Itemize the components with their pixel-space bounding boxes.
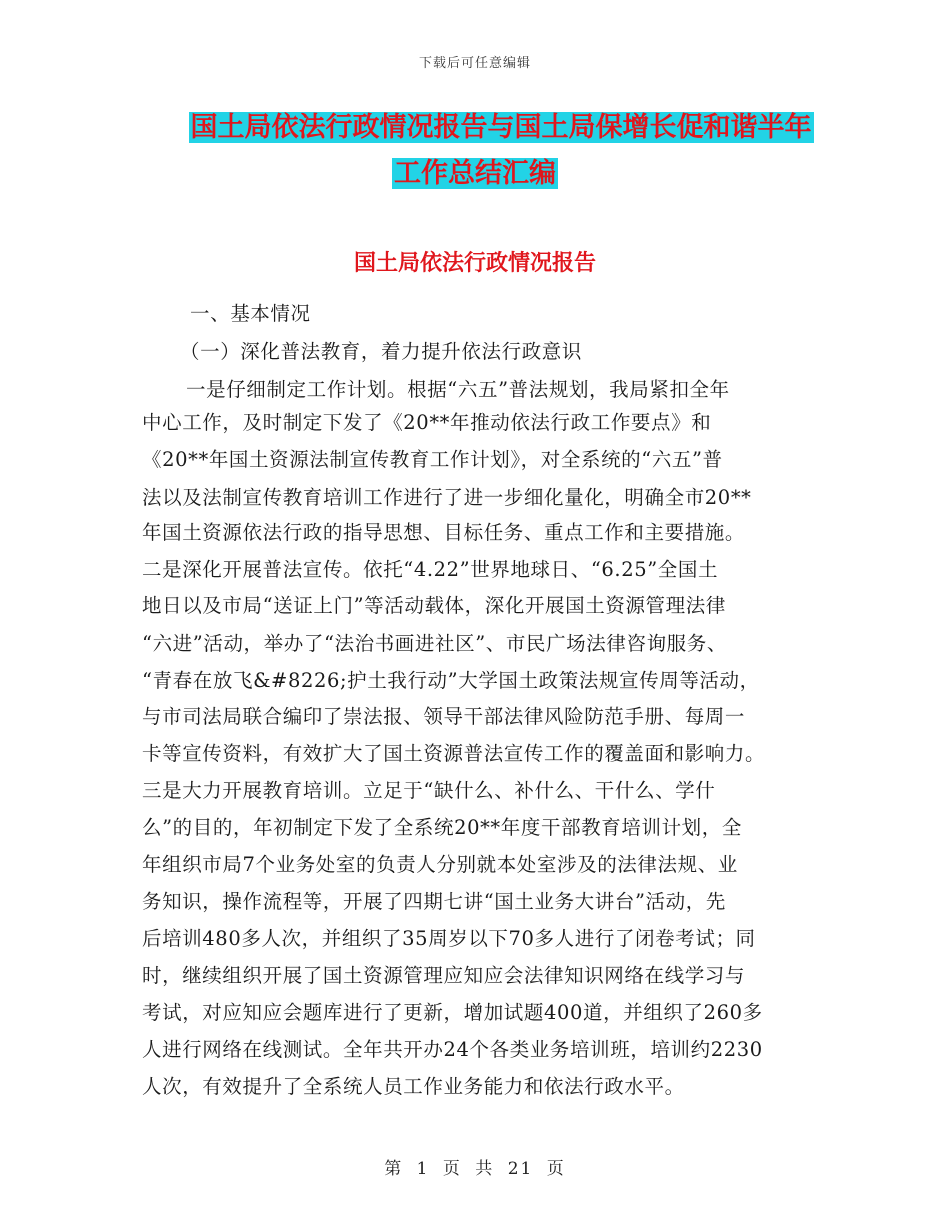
body-line: 人次，有效提升了全系统人员工作业务能力和依法行政水平。	[142, 1075, 685, 1098]
body-line: 时，继续组织开展了国土资源管理应知应会法律知识网络在线学习与	[142, 964, 746, 987]
document-title-line-2	[0, 154, 950, 194]
body-line: 年组织市局7个业务处室的负责人分别就本处室涉及的法律法规、业	[142, 853, 738, 876]
body-line: “六进”活动，举办了“法治书画进社区”、市民广场法律咨询服务、	[142, 632, 727, 655]
body-line: （一）深化普法教育，着力提升依法行政意识	[180, 340, 583, 363]
document-title-line-1	[26, 108, 950, 148]
body-line: 人进行网络在线测试。全年共开办24个各类业务培训班，培训约2230	[142, 1038, 763, 1061]
body-line: 《20**年国土资源法制宣传教育工作计划》，对全系统的“六五”普	[142, 448, 723, 471]
document-title-text-1: 国土局依法行政情况报告与国土局保增长促和谐半年	[190, 112, 812, 143]
body-line: 地日以及市局“送证上门”等活动载体，深化开展国土资源管理法律	[142, 594, 726, 617]
body-line: 么”的目的，年初制定下发了全系统20**年度干部教育培训计划，全	[142, 816, 742, 839]
body-line: 务知识，操作流程等，开展了四期七讲“国土业务大讲台”活动，先	[142, 890, 726, 913]
page-number-footer: 第 1 页 共 21 页	[384, 1159, 566, 1179]
body-line: “青春在放飞&#8226;护土我行动”大学国土政策法规宣传周等活动，	[142, 669, 760, 692]
body-line: 二是深化开展普法宣传。依托“4.22”世界地球日、“6.25”全国土	[142, 558, 719, 581]
body-line: 一、基本情况	[190, 302, 311, 325]
body-line: 法以及法制宣传教育培训工作进行了进一步细化量化，明确全市20**	[142, 486, 752, 509]
body-line: 与市司法局联合编印了崇法报、领导干部法律风险防范手册、每周一	[142, 705, 746, 728]
header-note: 下载后可任意编辑	[418, 56, 531, 71]
body-line: 卡等宣传资料，有效扩大了国土资源普法宣传工作的覆盖面和影响力。	[142, 742, 766, 765]
body-line: 后培训480多人次，并组织了35周岁以下70多人进行了闭卷考试；同	[142, 927, 756, 950]
body-line: 中心工作，及时制定下发了《20**年推动依法行政工作要点》和	[142, 411, 712, 434]
body-line: 三是大力开展教育培训。立足于“缺什么、补什么、干什么、学什	[142, 779, 716, 802]
body-line: 一是仔细制定工作计划。根据“六五”普法规划，我局紧扣全年	[186, 378, 730, 401]
body-line: 年国土资源依法行政的指导思想、目标任务、重点工作和主要措施。	[142, 521, 746, 544]
body-line: 考试，对应知应会题库进行了更新，增加试题400道，并组织了260多	[142, 1001, 763, 1024]
document-title-text-2: 工作总结汇编	[394, 158, 556, 189]
section-title: 国土局依法行政情况报告	[353, 251, 596, 276]
